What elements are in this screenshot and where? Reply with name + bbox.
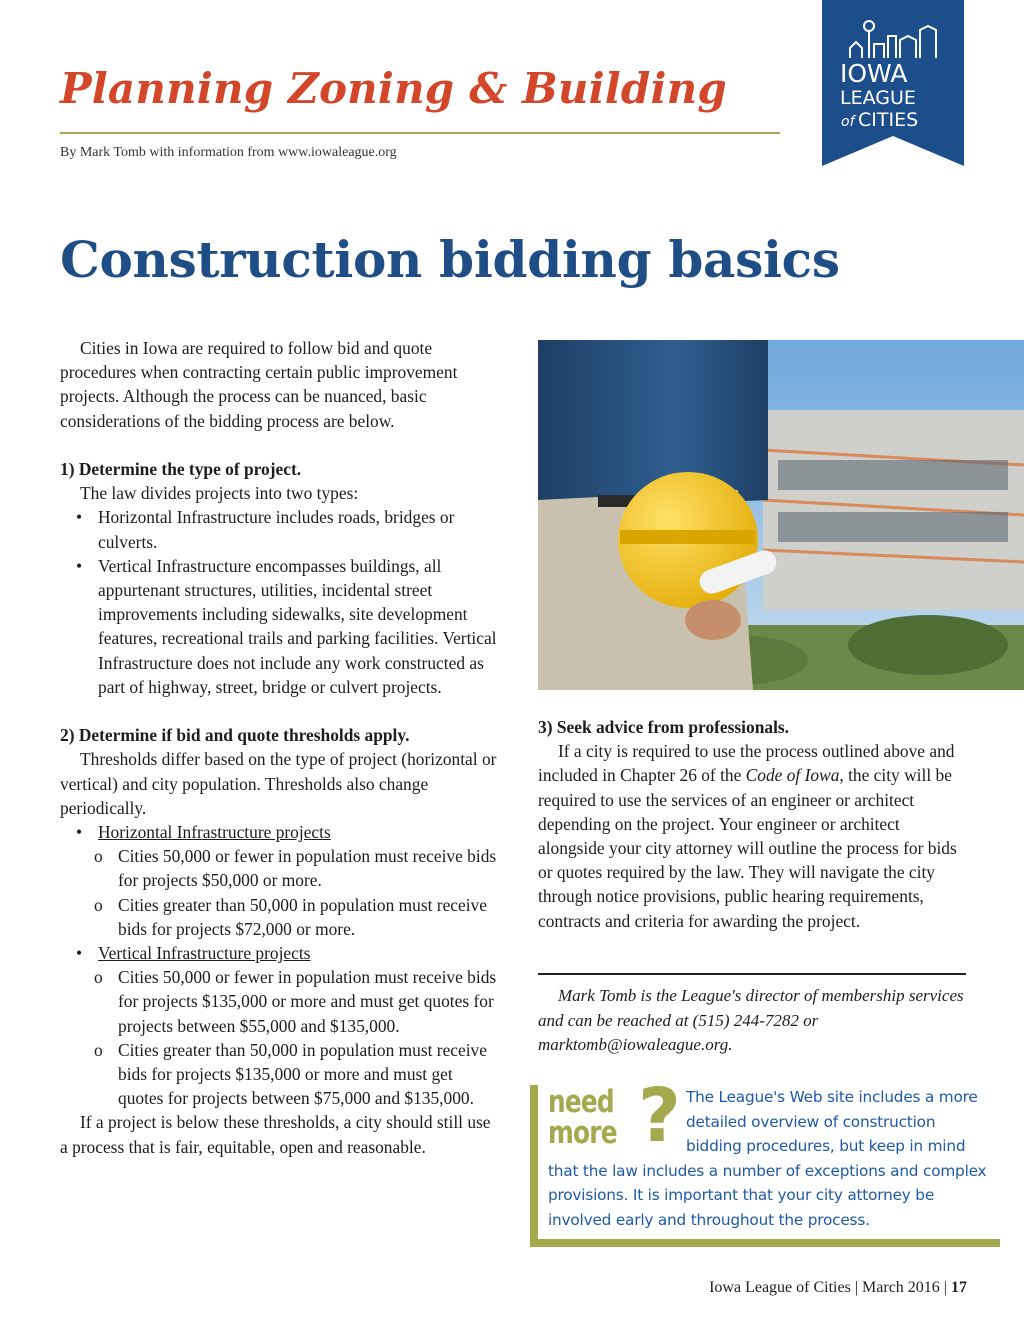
footer-date: March 2016	[862, 1279, 940, 1296]
list-item	[60, 941, 498, 965]
list-item-text: Horizontal Infrastructure includes roads, bridges or culverts.	[98, 507, 455, 552]
author-bio: Mark Tomb is the League's director of membership services and can be reached at (515) 244-7282 or marktomb@iowaleague.org.	[538, 986, 964, 1054]
footer-separator: |	[854, 1279, 859, 1296]
vertical-thresholds	[60, 965, 498, 1110]
construction-worker-photo	[538, 340, 1024, 690]
page-footer	[709, 1279, 967, 1297]
sub-list-text: Cities greater than 50,000 in population must receive bids for projects $72,000 or more.	[118, 894, 487, 939]
section-3-text	[538, 739, 968, 933]
logo-text-iowa: IOWA	[840, 59, 908, 88]
section-2-text: Thresholds differ based on the type of project (horizontal or vertical) and city population. Thresholds also change periodically.	[60, 749, 497, 818]
sub-list-item	[60, 1038, 498, 1111]
article-left-column	[60, 336, 498, 1159]
section-1-text: The law divides projects into two types:	[80, 483, 359, 504]
section-2-heading: 2) Determine if bid and quote thresholds apply.	[60, 725, 410, 746]
horizontal-thresholds	[60, 844, 498, 941]
logo-banner-graphic	[822, 0, 964, 166]
logo-text-of: of	[841, 114, 855, 130]
bullet-icon: •	[76, 507, 83, 528]
intro-paragraph: Cities in Iowa are required to follow bid and quote procedures when contracting certain public improvement projects. Although the process can be nuanced, basic considerations of the bidding process are below.	[60, 338, 458, 431]
vertical-label: Vertical Infrastructure projects	[98, 943, 311, 964]
page-number: 17	[951, 1279, 967, 1296]
code-of-iowa-ref: Code of Iowa	[745, 765, 840, 786]
sub-bullet-icon: o	[94, 894, 103, 915]
sub-list-item	[60, 844, 498, 892]
section-3-heading: 3) Seek advice from professionals.	[538, 717, 790, 737]
bullet-icon: •	[76, 822, 83, 843]
project-type-list	[60, 505, 498, 699]
thresholds-list-vertical	[60, 941, 498, 965]
list-item	[60, 505, 498, 553]
section-title: Planning Zoning & Building	[60, 64, 727, 113]
bullet-icon: •	[76, 555, 83, 576]
logo-text-league: LEAGUE	[840, 87, 916, 109]
sub-list-text: Cities greater than 50,000 in population must receive bids for projects $135,000 or more and must get quotes for projects between $75,000 and $135,000.	[118, 1039, 487, 1109]
sub-list-text: Cities 50,000 or fewer in population must receive bids for projects $135,000 or more and must get quotes for projects between $55,000 and $135,000.	[118, 967, 497, 1036]
section-1-heading: 1) Determine the type of project.	[60, 459, 302, 479]
spacer	[60, 433, 498, 457]
callout-text: The League's Web site includes a more detailed overview of construction bidding procedures, but keep in mind that the law includes a number of exceptions and complex provisions. It is important that your city attorney be involved early and throughout the process.	[548, 1088, 987, 1229]
sub-list-text: Cities 50,000 or fewer in population must receive bids for projects $50,000 or more.	[118, 846, 497, 891]
more-label: more	[548, 1115, 617, 1151]
horizontal-label: Horizontal Infrastructure projects	[98, 822, 331, 843]
sub-bullet-icon: o	[94, 846, 103, 867]
sub-bullet-icon: o	[94, 1039, 103, 1060]
list-item	[60, 820, 498, 844]
byline: By Mark Tomb with information from www.iowaleague.org	[60, 145, 397, 160]
section-3-text-b: , the city will be required to use the services of an engineer or architect depending on the project. Your engineer or architect alongside your city attorney will outline the process for bids or quotes required by the law. They will navigate the city through notice provisions, public hearing requirements, contracts and criteria for awarding the project.	[538, 765, 957, 931]
sub-bullet-icon: o	[94, 967, 103, 988]
iowa-league-logo	[822, 0, 964, 166]
footer-separator: |	[943, 1279, 947, 1296]
sub-list-item	[60, 965, 498, 1038]
photo-illustration	[538, 340, 1024, 690]
section-2-closing: If a project is below these thresholds, a city should still use a process that is fair, equitable, open and reasonable.	[60, 1112, 491, 1157]
sub-list-item	[60, 893, 498, 941]
need-more-callout	[530, 1073, 1000, 1247]
title-rule	[60, 132, 780, 134]
article-headline: Construction bidding basics	[60, 230, 840, 289]
bio-rule	[538, 973, 966, 975]
thresholds-list	[60, 820, 498, 844]
question-mark-icon: ?	[638, 1073, 681, 1159]
footer-publication: Iowa League of Cities	[709, 1279, 851, 1296]
section-3-text-a: If a city is required to use the process outlined above and included in Chapter 26 of the	[538, 741, 955, 786]
logo-text-cities: CITIES	[858, 109, 919, 131]
article-right-column	[538, 715, 968, 933]
need-label: need	[548, 1084, 614, 1120]
need-more-graphic	[548, 1073, 681, 1159]
bullet-icon: •	[76, 943, 83, 964]
list-item-text: Vertical Infrastructure encompasses buildings, all appurtenant structures, utilities, incidental street improvements including sidewalks, site development features, recreational trails and parking facilities. Vertical Infrastructure does not include any work constructed as part of highway, street, bridge or culvert projects.	[98, 555, 497, 697]
list-item	[60, 554, 498, 699]
spacer	[60, 699, 498, 723]
